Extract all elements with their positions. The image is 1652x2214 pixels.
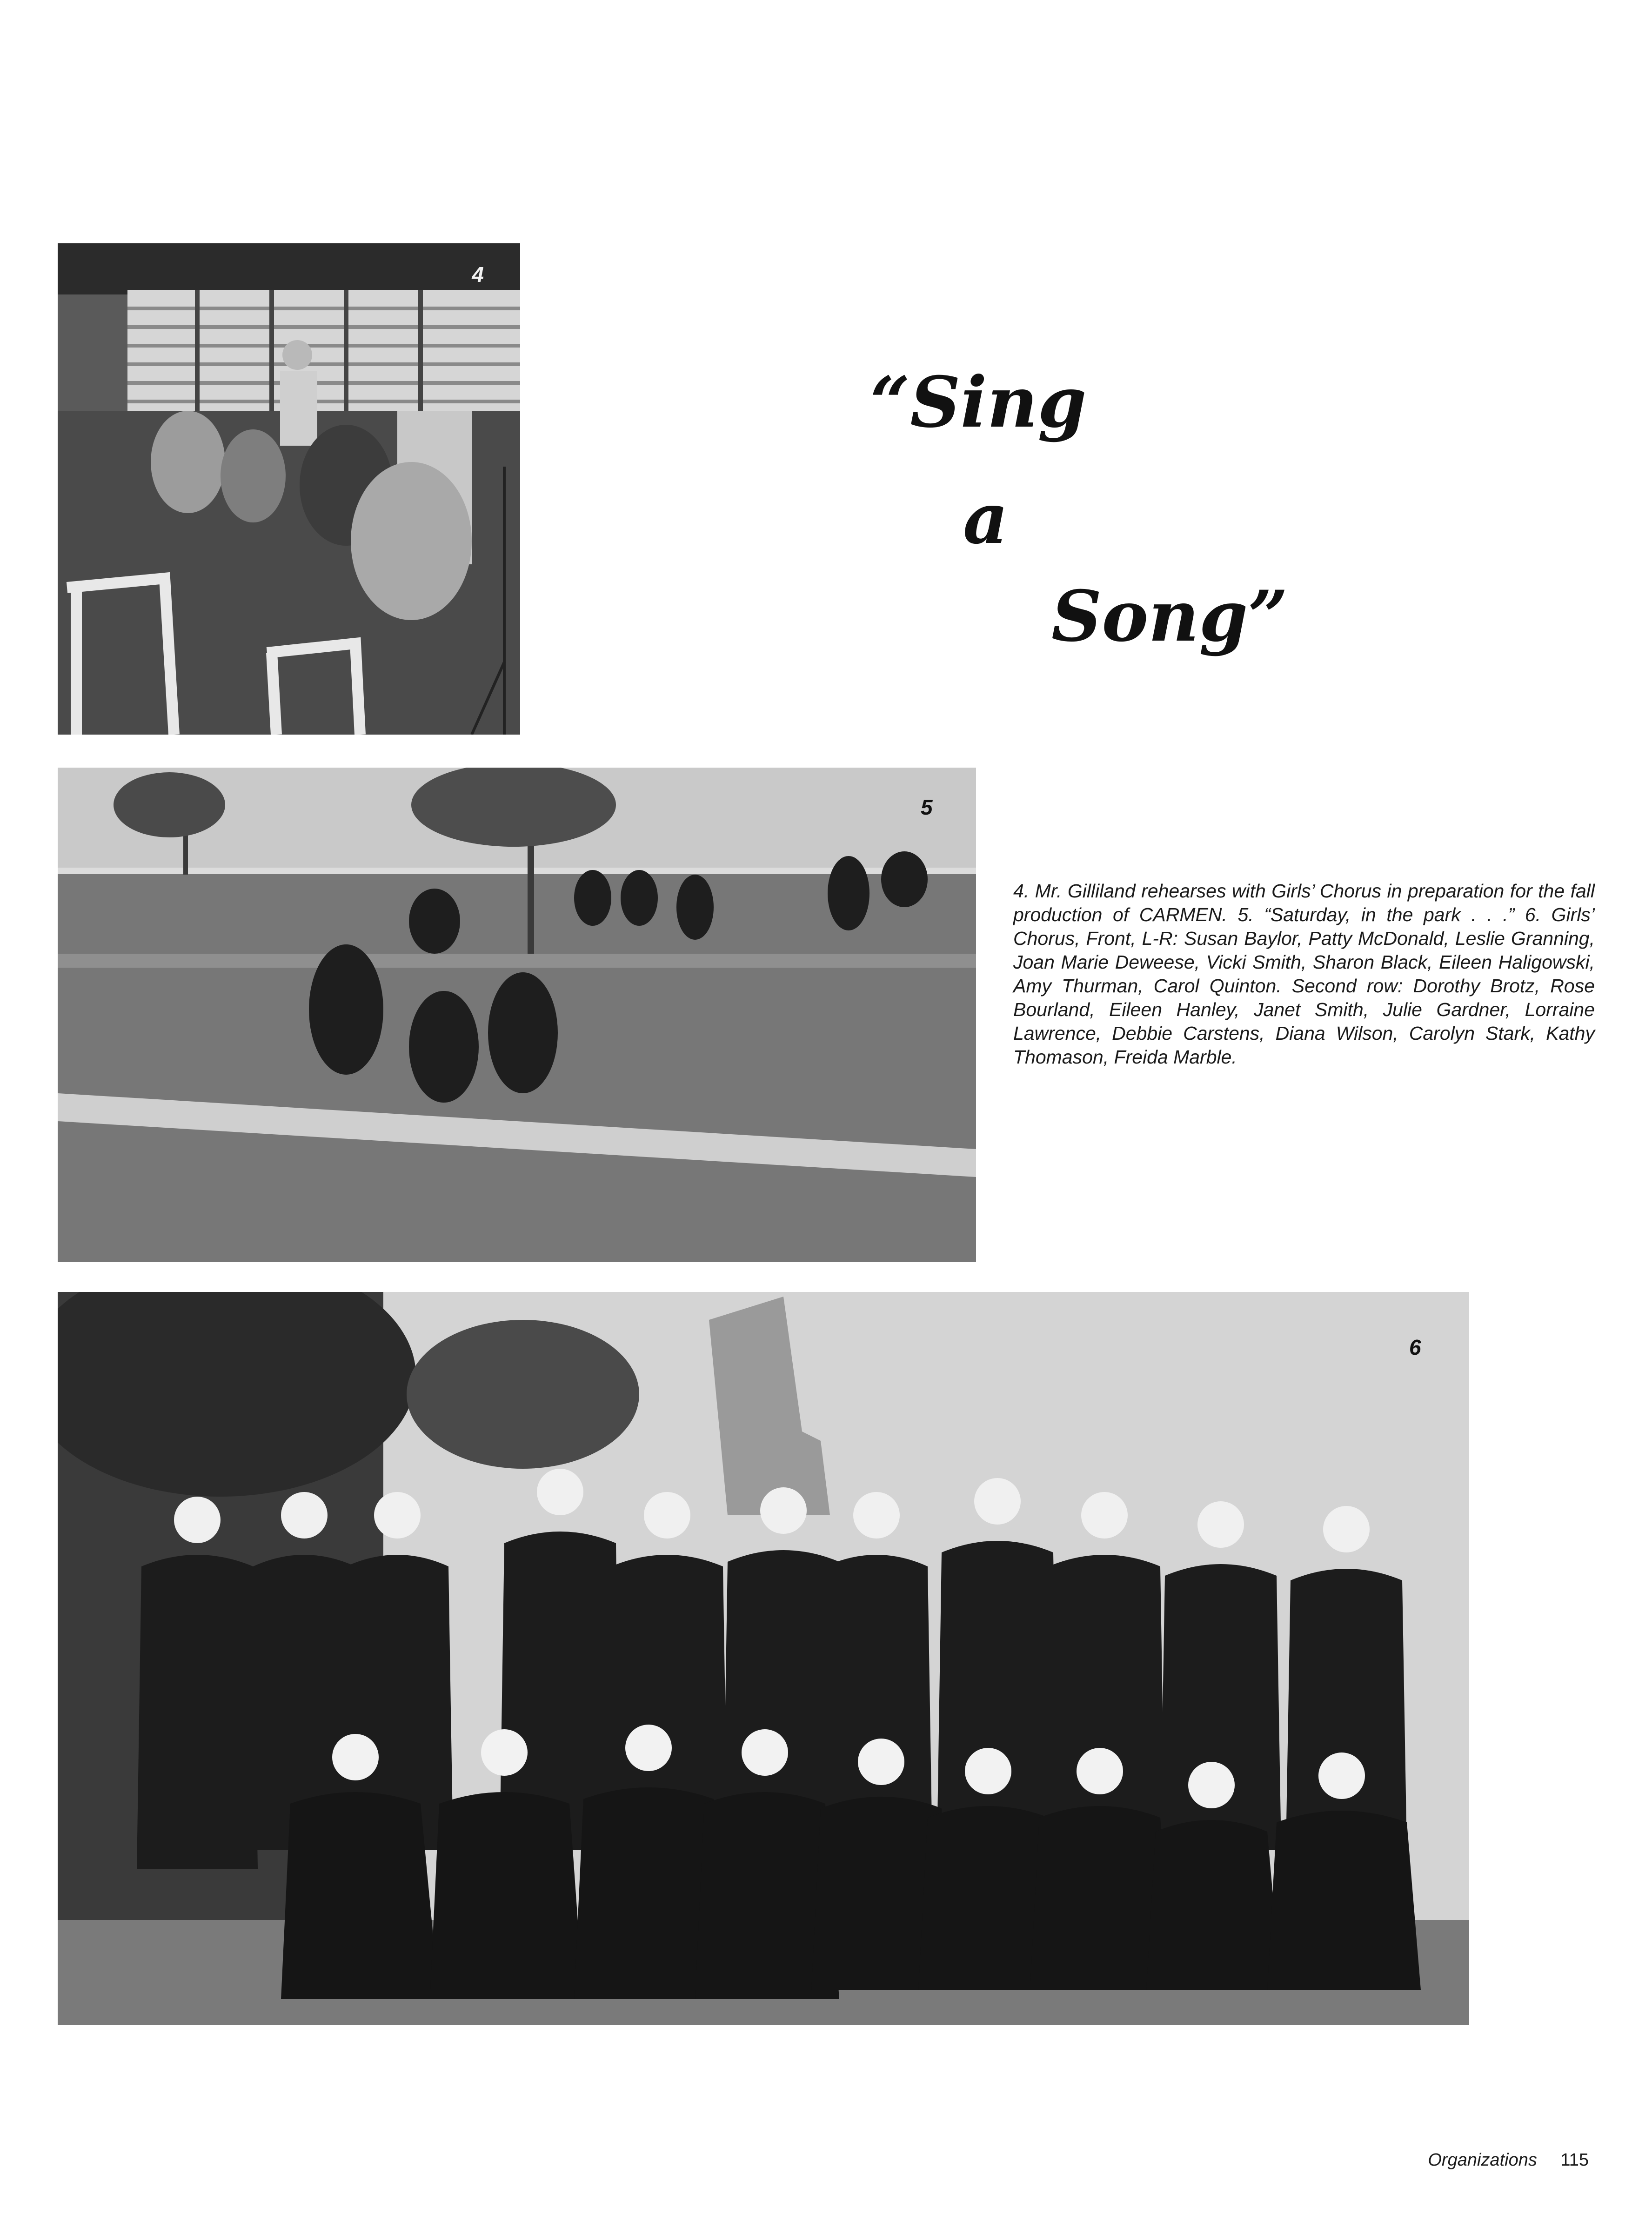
title-line-song: Song” bbox=[1051, 575, 1288, 657]
park-photo-image bbox=[58, 768, 976, 1262]
photo-caption: 4. Mr. Gilliland rehearses with Girls’ Chorus in preparation for the fall production of CARMEN. 5. “Saturday, in the park . . .” 6. Girls’ Chorus, Front, L-R: Susan Baylor, Patty McDonald, Leslie Granning, Joan Marie Deweese, Vicki Smith, Sharon Black, Eileen Haligowski, Amy Thurman, Carol Quinton. Second row: Dorothy Brotz, Rose Bourland, Eileen Hanley, Janet Smith, Julie Gardner, Lorraine Lawrence, Debbie Carstens, Diana Wilson, Carolyn Stark, Kathy Thomason, Freida Marble. bbox=[1013, 880, 1595, 1068]
title-line-a: a bbox=[963, 478, 1009, 560]
page-number: 115 bbox=[1560, 2150, 1589, 2170]
photo-rehearsal bbox=[58, 243, 520, 735]
photo-number-5: 5 bbox=[921, 795, 933, 819]
photo-number-4: 4 bbox=[472, 262, 484, 287]
title-line-sing: “Sing bbox=[870, 361, 1087, 443]
photo-park bbox=[58, 768, 976, 1262]
rehearsal-photo-image bbox=[58, 243, 520, 735]
photo-girls-chorus bbox=[58, 1292, 1469, 2025]
footer-section-name: Organizations bbox=[1428, 2150, 1537, 2170]
photo-number-6: 6 bbox=[1409, 1335, 1421, 1359]
page-footer bbox=[1428, 2150, 1589, 2170]
chorus-photo-image bbox=[58, 1292, 1469, 2025]
